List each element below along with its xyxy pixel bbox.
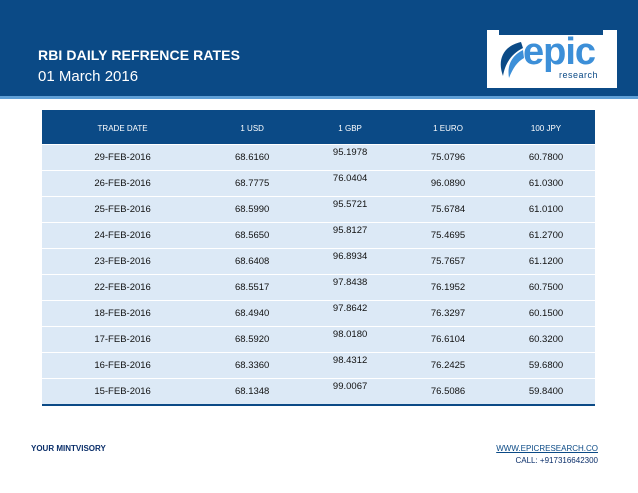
col-header-gbp: 1 GBP <box>301 111 399 145</box>
cell-euro: 75.7657 <box>399 249 497 275</box>
cell-jpy: 60.7800 <box>497 145 595 171</box>
cell-usd: 68.3360 <box>203 353 301 379</box>
cell-usd: 68.5517 <box>203 275 301 301</box>
table-row <box>42 145 595 171</box>
cell-usd: 68.4940 <box>203 301 301 327</box>
cell-euro: 75.4695 <box>399 223 497 249</box>
cell-euro: 76.5086 <box>399 379 497 406</box>
cell-euro: 76.6104 <box>399 327 497 353</box>
col-header-jpy: 100 JPY <box>497 111 595 145</box>
epic-research-logo <box>487 30 617 88</box>
cell-trade-date: 25-FEB-2016 <box>42 197 203 223</box>
cell-euro: 76.1952 <box>399 275 497 301</box>
cell-trade-date: 29-FEB-2016 <box>42 145 203 171</box>
cell-euro: 76.2425 <box>399 353 497 379</box>
cell-euro: 75.6784 <box>399 197 497 223</box>
report-date: 01 March 2016 <box>38 68 139 85</box>
cell-trade-date: 18-FEB-2016 <box>42 301 203 327</box>
col-header-trade-date: TRADE DATE <box>42 111 203 145</box>
table-row <box>42 171 595 197</box>
cell-jpy: 59.6800 <box>497 353 595 379</box>
footer-tagline: YOUR MINTVISORY <box>31 444 106 453</box>
cell-jpy: 60.1500 <box>497 301 595 327</box>
cell-usd: 68.5650 <box>203 223 301 249</box>
cell-trade-date: 16-FEB-2016 <box>42 353 203 379</box>
cell-gbp: 95.1978 <box>301 145 399 171</box>
cell-trade-date: 23-FEB-2016 <box>42 249 203 275</box>
cell-gbp: 95.5721 <box>301 197 399 223</box>
cell-trade-date: 17-FEB-2016 <box>42 327 203 353</box>
cell-gbp: 98.0180 <box>301 327 399 353</box>
logo-wordmark: epic <box>523 31 596 73</box>
cell-gbp: 97.8642 <box>301 301 399 327</box>
cell-euro: 96.0890 <box>399 171 497 197</box>
rates-table <box>42 110 595 406</box>
cell-usd: 68.1348 <box>203 379 301 406</box>
table-row <box>42 223 595 249</box>
cell-jpy: 61.0300 <box>497 171 595 197</box>
header-banner <box>0 0 638 99</box>
cell-gbp: 99.0067 <box>301 379 399 406</box>
table-row <box>42 197 595 223</box>
cell-usd: 68.6160 <box>203 145 301 171</box>
cell-jpy: 60.3200 <box>497 327 595 353</box>
table-row <box>42 379 595 406</box>
cell-jpy: 59.8400 <box>497 379 595 406</box>
cell-jpy: 61.2700 <box>497 223 595 249</box>
cell-gbp: 95.8127 <box>301 223 399 249</box>
col-header-euro: 1 EURO <box>399 111 497 145</box>
table-row <box>42 353 595 379</box>
cell-usd: 68.6408 <box>203 249 301 275</box>
cell-gbp: 97.8438 <box>301 275 399 301</box>
table-row <box>42 301 595 327</box>
contact-phone: CALL: +917316642300 <box>515 456 598 465</box>
cell-gbp: 76.0404 <box>301 171 399 197</box>
cell-trade-date: 15-FEB-2016 <box>42 379 203 406</box>
cell-jpy: 61.1200 <box>497 249 595 275</box>
table-row <box>42 249 595 275</box>
cell-gbp: 98.4312 <box>301 353 399 379</box>
table-row <box>42 275 595 301</box>
cell-trade-date: 24-FEB-2016 <box>42 223 203 249</box>
page-title: RBI DAILY REFRENCE RATES <box>38 47 241 63</box>
col-header-usd: 1 USD <box>203 111 301 145</box>
table-row <box>42 327 595 353</box>
cell-trade-date: 22-FEB-2016 <box>42 275 203 301</box>
cell-gbp: 96.8934 <box>301 249 399 275</box>
logo-subtitle: research <box>559 70 599 80</box>
cell-trade-date: 26-FEB-2016 <box>42 171 203 197</box>
cell-usd: 68.5920 <box>203 327 301 353</box>
table-header-row <box>42 111 595 145</box>
website-link[interactable]: WWW.EPICRESEARCH.CO <box>496 444 598 453</box>
cell-usd: 68.5990 <box>203 197 301 223</box>
cell-jpy: 60.7500 <box>497 275 595 301</box>
cell-euro: 75.0796 <box>399 145 497 171</box>
cell-usd: 68.7775 <box>203 171 301 197</box>
cell-euro: 76.3297 <box>399 301 497 327</box>
logo-swoosh-icon <box>493 38 525 80</box>
cell-jpy: 61.0100 <box>497 197 595 223</box>
